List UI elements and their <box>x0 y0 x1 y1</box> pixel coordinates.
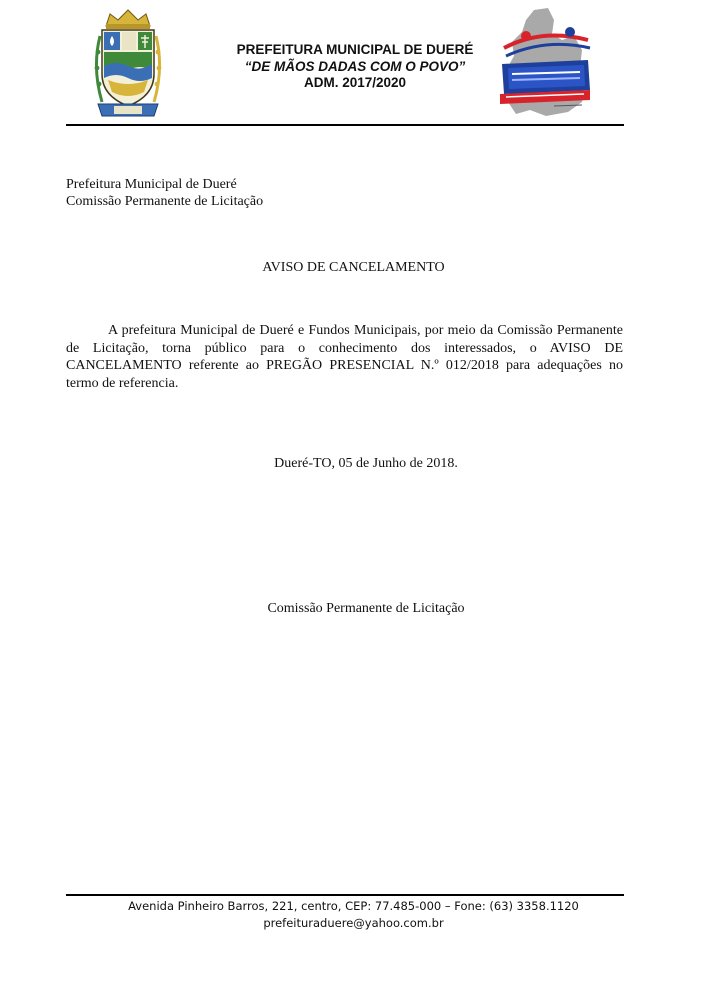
footer-email: prefeituraduere@yahoo.com.br <box>263 916 444 930</box>
sender-line-2: Comissão Permanente de Licitação <box>66 194 264 209</box>
sender-block <box>66 176 263 210</box>
signature-line: Comissão Permanente de Licitação <box>267 601 465 616</box>
letterhead-motto: “DE MÃOS DADAS COM O POVO” <box>244 58 466 74</box>
footer-address: Avenida Pinheiro Barros, 221, centro, CEP: 77.485-000 – Fone: (63) 3358.1120 <box>128 899 579 913</box>
header-divider <box>66 124 624 126</box>
letterhead-administration: ADM. 2017/2020 <box>303 75 407 90</box>
notice-body: A prefeitura Municipal de Dueré e Fundos Municipais, por meio da Comissão Permanente de Licitação, torna público para o conhecimento dos interessados, o AVISO DE CANCELAMENTO referente ao PREGÃO PRESENCIAL N.º 012/2018 para adequações no termo de referencia. <box>66 323 623 391</box>
municipal-crest-logo <box>92 8 164 120</box>
sender-line-1: Prefeitura Municipal de Dueré <box>66 177 237 192</box>
letterhead-title: PREFEITURA MUNICIPAL DE DUERÉ <box>236 42 474 57</box>
letterhead <box>190 42 520 92</box>
administration-brand-logo <box>496 6 592 120</box>
footer <box>0 898 707 932</box>
notice-date-line: Dueré-TO, 05 de Junho de 2018. <box>274 456 458 471</box>
footer-divider <box>66 894 624 896</box>
notice-title: AVISO DE CANCELAMENTO <box>262 260 445 275</box>
